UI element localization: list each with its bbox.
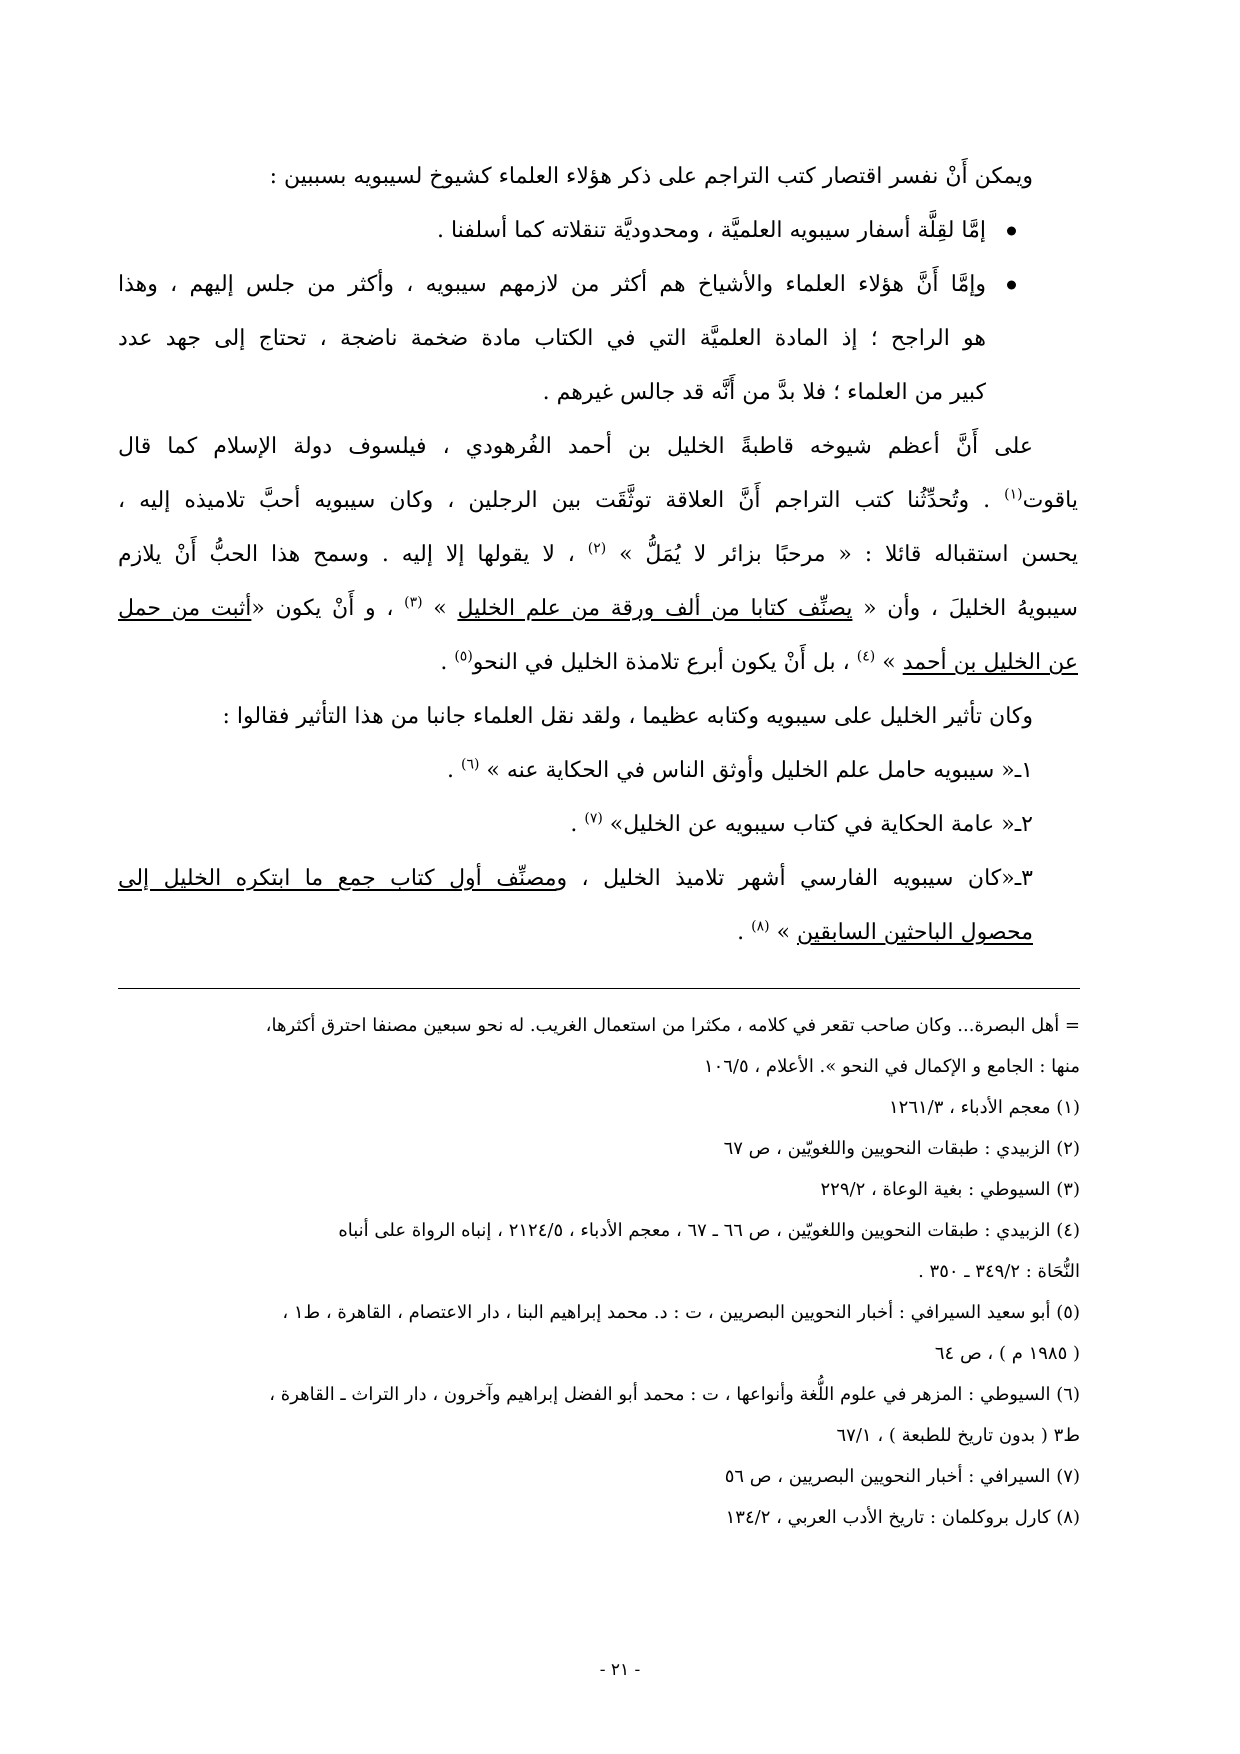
paragraph-3: وكان تأثير الخليل على سيبويه وكتابه عظيما ، ولقد نقل العلماء جانبا من هذا التأثير فقالوا : bbox=[222, 704, 1033, 729]
footnote-3: (٣) السيوطي : بغية الوعاة ، ٢٢٩/٢ bbox=[820, 1178, 1080, 1200]
footnote-ref-5[interactable]: (٥) bbox=[454, 648, 473, 665]
footnote-continuation-line-1: = أهل البصرة... وكان صاحب تقعر في كلامه ، مكثرا من استعمال الغريب. له نحو سبعين مصنفا احترق أكثرها، bbox=[265, 1014, 1080, 1036]
footnote-5-line-2: ( ١٩٨٥ م ) ، ص ٦٤ bbox=[934, 1342, 1080, 1364]
footnote-5-line-1: (٥) أبو سعيد السيرافي : أخبار النحويين البصريين ، ت : د. محمد إبراهيم البنا ، دار الاعتصام ، القاهرة ، ط١ ، bbox=[282, 1301, 1080, 1323]
bullet-item-1: إمَّا لقِلَّة أسفار سيبويه العلميَّة ، ومحدوديَّة تنقلاته كما أسلفنا . bbox=[118, 204, 1016, 258]
footnote-continuation-line-2: منها : الجامع و الإكمال في النحو ». الأعلام ، ١٠٦/٥ bbox=[703, 1055, 1080, 1077]
bullet-item-2-line-2: هو الراجح ؛ إذ المادة العلميَّة التي في الكتاب مادة ضخمة ناضجة ، تحتاج إلى جهد عدد bbox=[118, 326, 986, 351]
footnote-ref-6[interactable]: (٦) bbox=[460, 756, 480, 773]
paragraph-2-line-2: ياقوت$^{(١)}$ . وتُحدِّثُنا كتب التراجم أَنَّ العلاقة توثَّقَت بين الرجلين ، وكان سيبويه أحبَّ تلاميذه إليه ، bbox=[118, 486, 1078, 513]
footnote-separator bbox=[118, 988, 1080, 989]
footnote-ref-4[interactable]: (٤) bbox=[856, 648, 876, 665]
footnote-2: (٢) الزبيدي : طبقات النحويين واللغويّين ، ص ٦٧ bbox=[723, 1137, 1080, 1159]
footnote-ref-8[interactable]: (٨) bbox=[751, 918, 770, 935]
quote-3-line-2: محصول الباحثين السابقين » $^{(٨)}$ . bbox=[737, 918, 1033, 945]
footnote-ref-1[interactable]: (١) bbox=[1004, 486, 1023, 503]
quote-3-line-1: ٣ـ«كان سيبويه الفارسي أشهر تلاميذ الخليل ، ومصنِّف أول كتاب جمع ما ابتكره الخليل إلى bbox=[118, 866, 1033, 891]
bullet-icon bbox=[1007, 281, 1016, 290]
paragraph-2-line-3: يحسن استقباله قائلا : « مرحبًا بزائر لا يُمَلُّ » $^{(٢)}$ ، لا يقولها إلا إليه . وسمح هذا الحبُّ أَنْ يلازم bbox=[118, 540, 1078, 567]
quote-1: ١ـ« سيبويه حامل علم الخليل وأوثق الناس في الحكاية عنه » $^{(٦)}$ . bbox=[446, 756, 1033, 783]
quote-2: ٢ـ« عامة الحكاية في كتاب سيبويه عن الخليل» $^{(٧)}$ . bbox=[570, 810, 1033, 837]
paragraph-2-line-4: سيبويهُ الخليلَ ، وأن « يصنِّف كتابا من ألف ورقة من علم الخليل » $^{(٣)}$ ، و أَنْ يكون «أثبت من حمل bbox=[118, 594, 1078, 621]
footnote-1: (١) معجم الأدباء ، ١٢٦١/٣ bbox=[889, 1096, 1080, 1118]
paragraph-2-line-5: عن الخليل بن أحمد » $^{(٤)}$ ، بل أَنْ يكون أبرع تلامذة الخليل في النحو$^{(٥)}$ . bbox=[440, 648, 1078, 675]
footnote-7: (٧) السيرافي : أخبار النحويين البصريين ، ص ٥٦ bbox=[724, 1465, 1080, 1487]
footnote-6-line-2: ط٣ ( بدون تاريخ للطبعة ) ، ٦٧/١ bbox=[836, 1424, 1080, 1446]
bullet-item-2-line-3: كبير من العلماء ؛ فلا بدَّ من أَنَّه قد جالس غيرهم . bbox=[542, 380, 986, 405]
footnote-ref-3[interactable]: (٣) bbox=[404, 594, 423, 611]
footnote-ref-2[interactable]: (٢) bbox=[587, 540, 607, 557]
footnote-8: (٨) كارل بروكلمان : تاريخ الأدب العربي ، ١٣٤/٢ bbox=[725, 1506, 1080, 1528]
footnotes bbox=[118, 1005, 1080, 1538]
footnote-4-line-1: (٤) الزبيدي : طبقات النحويين واللغويّين ، ص ٦٦ ـ ٦٧ ، معجم الأدباء ، ٢١٢٤/٥ ، إنباه الرواة على أنباه bbox=[338, 1219, 1080, 1241]
page-number: - ٢١ - bbox=[599, 1660, 641, 1680]
footnote-ref-7[interactable]: (٧) bbox=[584, 810, 603, 827]
footnote-6-line-1: (٦) السيوطي : المزهر في علوم اللُّغة وأنواعها ، ت : محمد أبو الفضل إبراهيم وآخرون ، دار التراث ـ القاهرة ، bbox=[269, 1383, 1080, 1405]
bullet-item-2: وإمَّا أَنَّ هؤلاء العلماء والأشياخ هم أكثر من لازمهم سيبويه ، وأكثر من جلس إليهم ، وهذا bbox=[118, 258, 1016, 312]
main-text bbox=[118, 150, 1078, 960]
footnote-4-line-2: النُّحَاة : ٣٤٩/٢ ـ ٣٥٠ . bbox=[918, 1260, 1080, 1282]
paragraph-2-line-1: على أَنَّ أعظم شيوخه قاطبةً الخليل بن أحمد الفُرهودي ، فيلسوف دولة الإسلام كما قال bbox=[118, 434, 1033, 459]
bullet-icon bbox=[1007, 227, 1016, 236]
intro-line: ويمكن أَنْ نفسر اقتصار كتب التراجم على ذكر هؤلاء العلماء كشيوخ لسيبويه بسببين : bbox=[269, 164, 1033, 189]
